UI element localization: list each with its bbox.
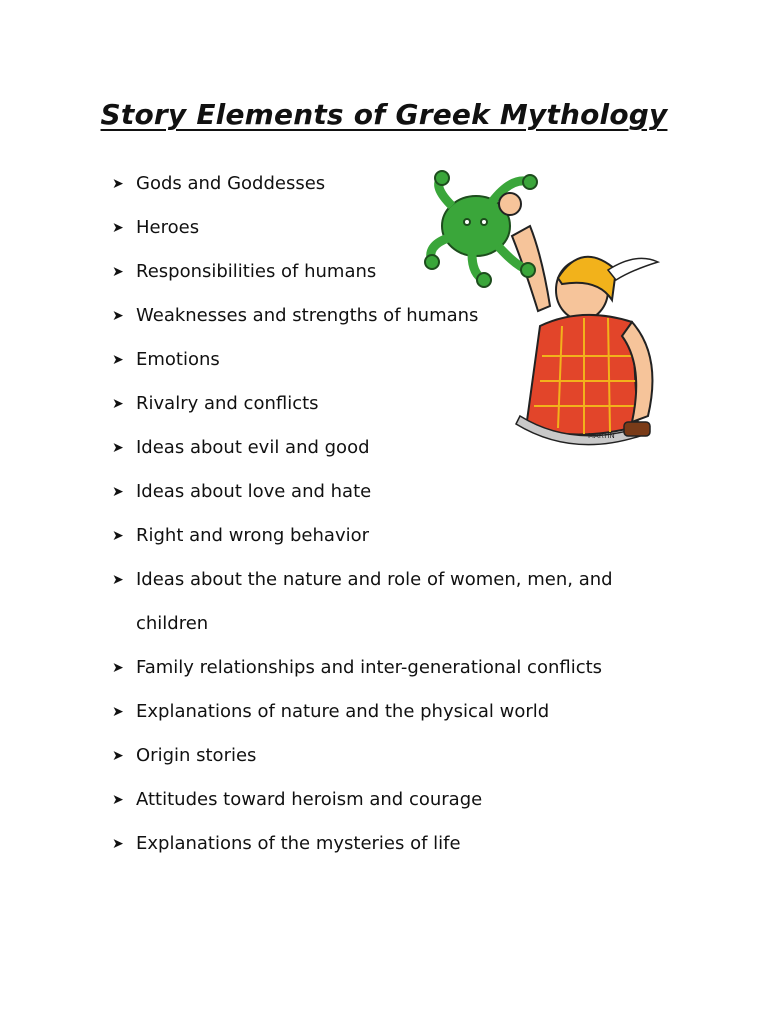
list-item-text: Ideas about evil and good (136, 437, 370, 458)
perseus-with-medusa-head-illustration (412, 166, 666, 456)
list-item-text: Ideas about love and hate (136, 481, 372, 502)
page-title: Story Elements of Greek Mythology (100, 98, 668, 131)
list-item-text: Emotions (136, 349, 220, 370)
list-item (112, 470, 672, 514)
list-item-text: Attitudes toward heroism and courage (136, 789, 483, 810)
arrow-bullet-icon: ➤ (112, 484, 124, 500)
arrow-bullet-icon: ➤ (112, 440, 124, 456)
tunic-icon (526, 315, 638, 435)
arrow-bullet-icon: ➤ (112, 836, 124, 852)
list-item-text: Explanations of nature and the physical world (136, 701, 550, 722)
list-item (112, 734, 672, 778)
list-item (112, 558, 672, 646)
arrow-bullet-icon: ➤ (112, 704, 124, 720)
arrow-bullet-icon: ➤ (112, 352, 124, 368)
list-item-text: Origin stories (136, 745, 257, 766)
list-item (112, 690, 672, 734)
arrow-bullet-icon: ➤ (112, 660, 124, 676)
arrow-bullet-icon: ➤ (112, 748, 124, 764)
list-item-text: Family relationships and inter-generational conflicts (136, 657, 603, 678)
arrow-bullet-icon: ➤ (112, 176, 124, 192)
arrow-bullet-icon: ➤ (112, 264, 124, 280)
list-item-text: Weaknesses and strengths of humans (136, 305, 479, 326)
list-item-text: Explanations of the mysteries of life (136, 833, 461, 854)
list-item (112, 778, 672, 822)
arrow-bullet-icon: ➤ (112, 528, 124, 544)
artist-signature: MARTIN (588, 432, 615, 440)
list-item-text: Responsibilities of humans (136, 261, 377, 282)
list-item-text: Heroes (136, 217, 200, 238)
list-item-text: Ideas about the nature and role of women, men, and children (136, 569, 613, 634)
arrow-bullet-icon: ➤ (112, 396, 124, 412)
list-item-text: Right and wrong behavior (136, 525, 370, 546)
list-item (112, 646, 672, 690)
arrow-bullet-icon: ➤ (112, 220, 124, 236)
list-item-text: Rivalry and conflicts (136, 393, 319, 414)
arrow-bullet-icon: ➤ (112, 792, 124, 808)
list-item (112, 822, 672, 866)
medusa-head-icon (425, 171, 537, 287)
arrow-bullet-icon: ➤ (112, 572, 124, 588)
list-item (112, 514, 672, 558)
arrow-bullet-icon: ➤ (112, 308, 124, 324)
list-item-text: Gods and Goddesses (136, 173, 326, 194)
